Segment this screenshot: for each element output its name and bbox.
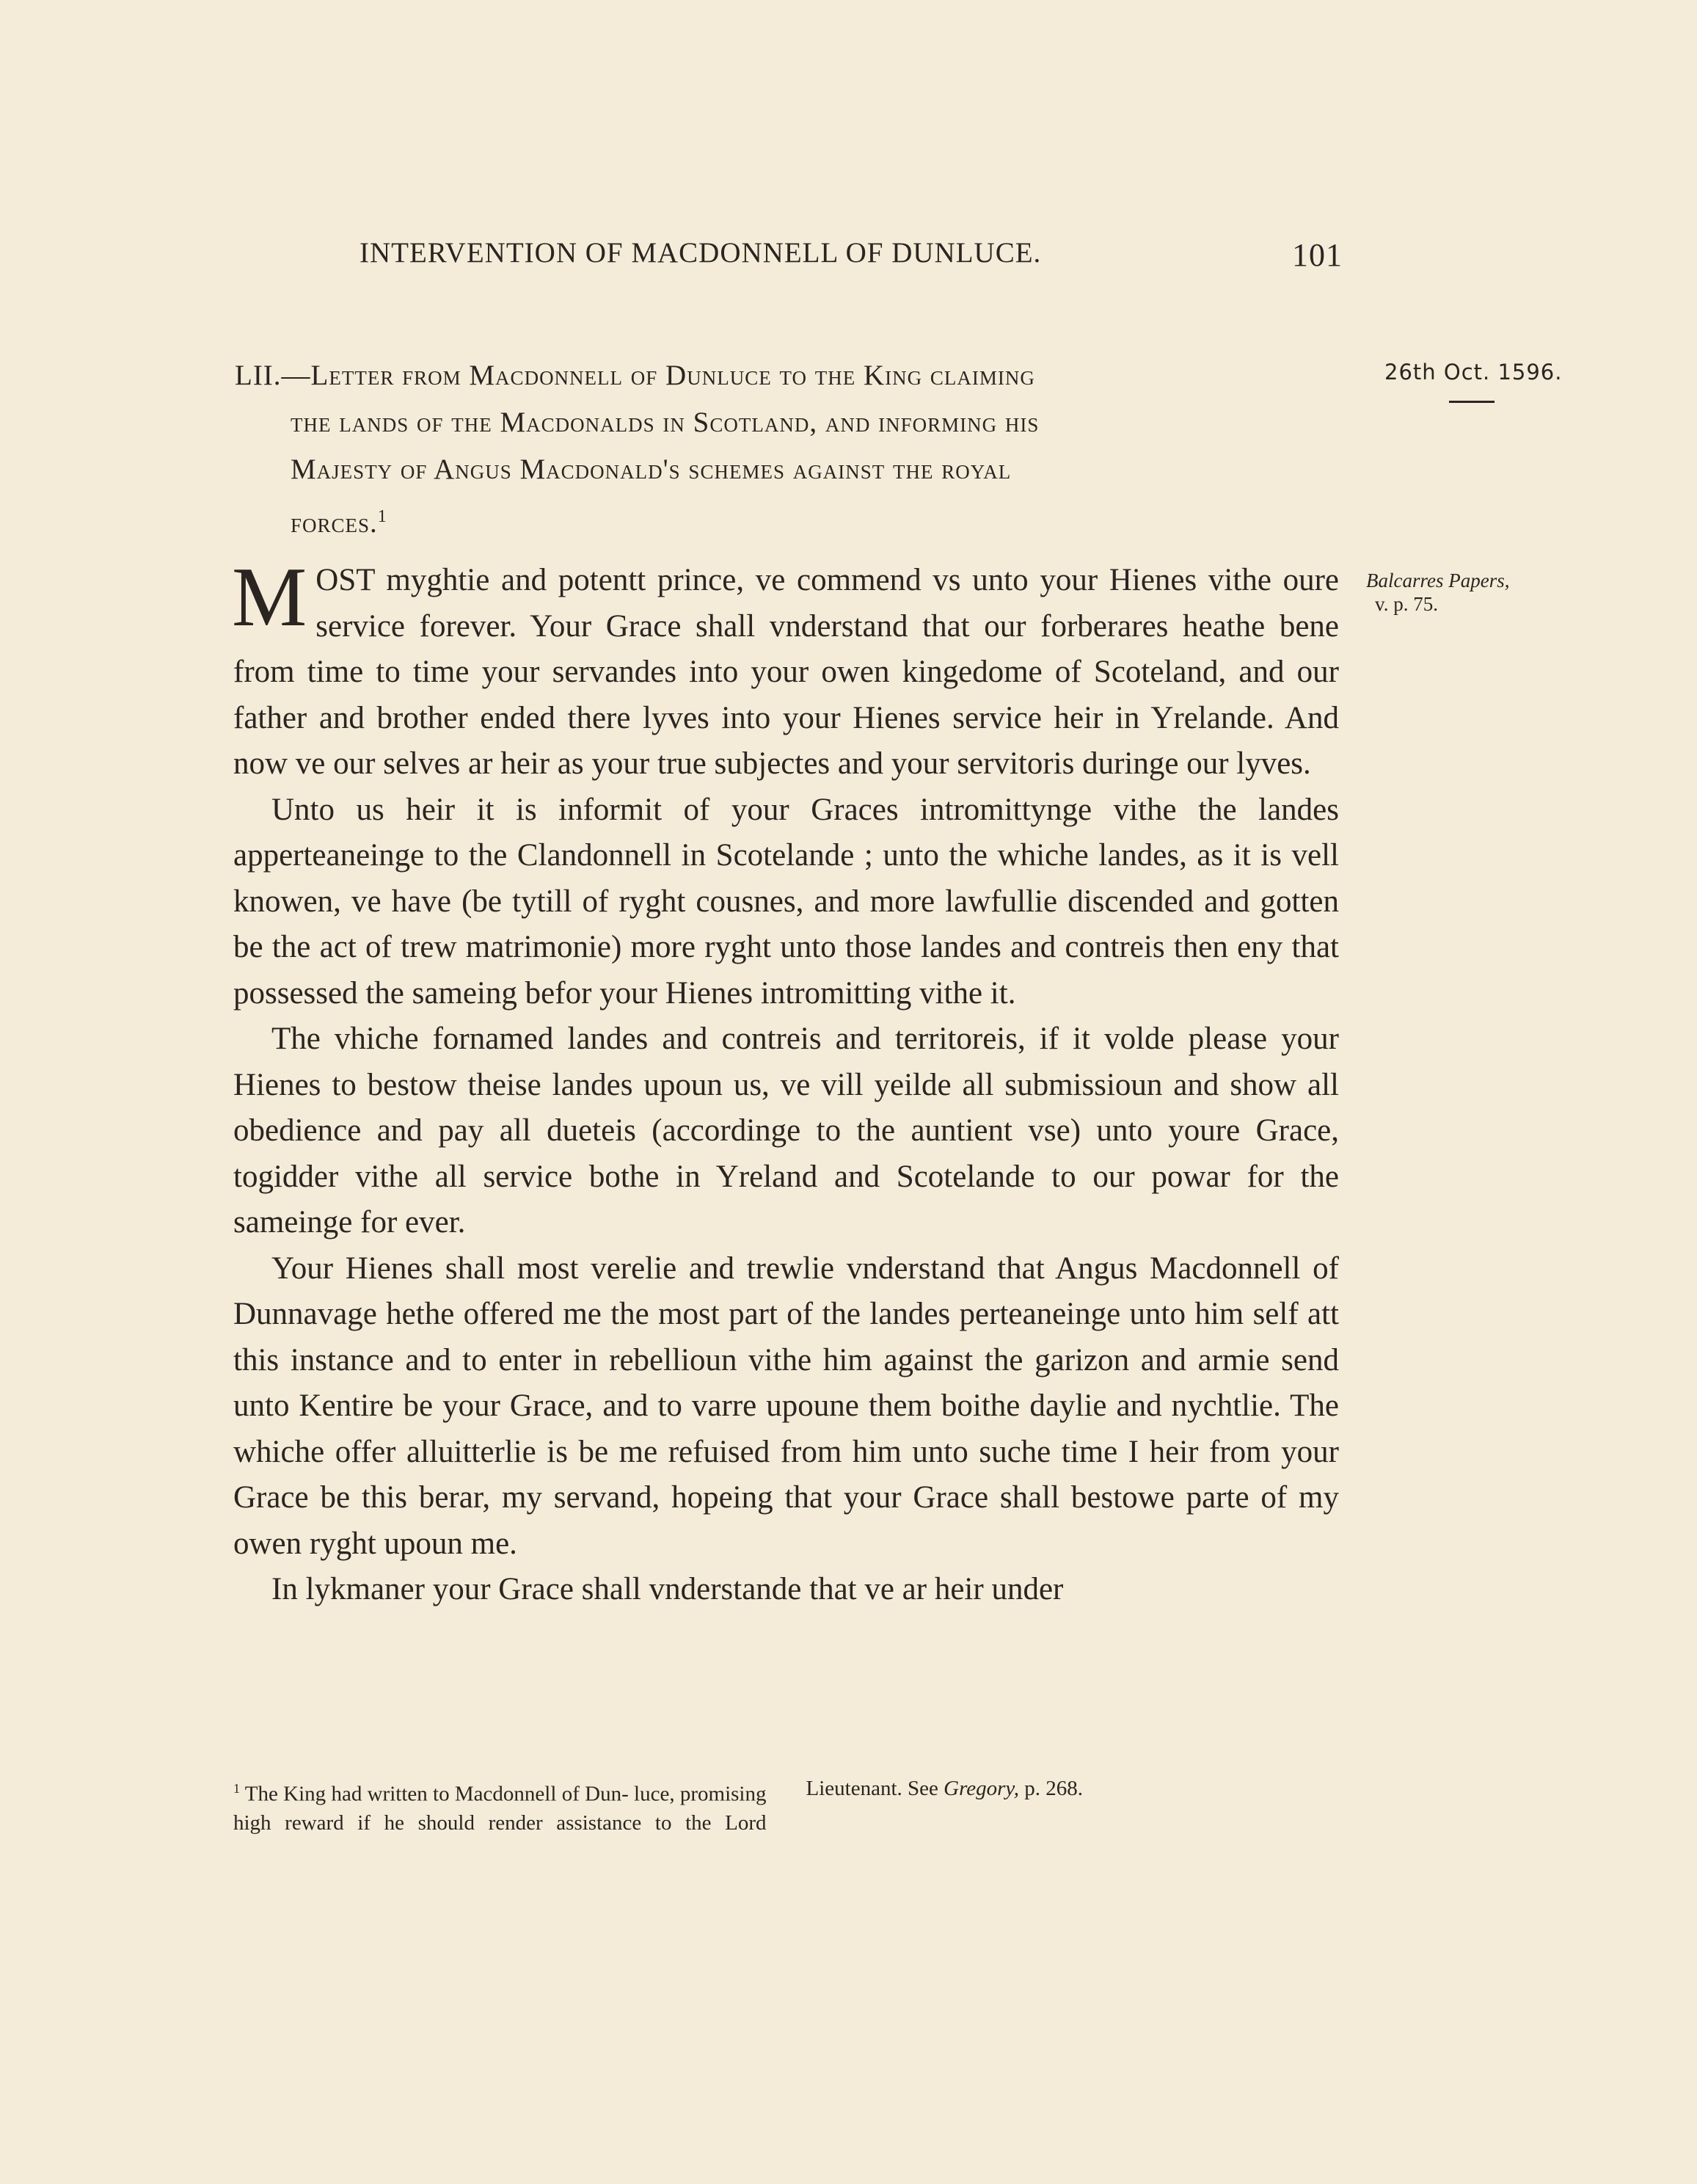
margin-source bbox=[1366, 569, 1509, 616]
margin-rule bbox=[1449, 401, 1495, 403]
heading-footnote-ref: 1 bbox=[377, 507, 387, 526]
paragraph-1-text: OST myghtie and potentt prince, ve commend vs unto your Hienes vithe oure service forever. Your Grace shall vnderstand that our forberares heathe bene from time to time your servandes into your owen kingedome of Scoteland, and our father and brother ended there lyves into your Hienes service heir in Yrelande. And now ve our selves ar heir as your true subjectes and your servitoris duringe our lyves. bbox=[233, 563, 1339, 781]
footnote bbox=[233, 1774, 1339, 1838]
heading-line-2: the lands of the Macdonalds in Scotland, and informing his bbox=[291, 407, 1040, 438]
paragraph-4: Your Hienes shall most verelie and trewlie vnderstand that Angus Macdonnell of Dunnavage hethe offered me the most part of the landes perteaneinge unto him self att this instance and to enter in rebellioun vithe him against the garizon and armie send unto Kentire be your Grace, and to varre upoune them boithe daylie and nychtlie. The whiche offer alluitterlie is be me refuised from him unto suche time I heir from your Grace be this berar, my servand, hopeing that your Grace shall bestowe parte of my owen ryght upoun me. bbox=[233, 1251, 1339, 1561]
document-heading bbox=[235, 352, 1339, 540]
heading-line-4 bbox=[235, 493, 1339, 540]
running-title: INTERVENTION OF MACDONNELL OF DUNLUCE. bbox=[360, 237, 1042, 269]
letter-body bbox=[232, 550, 1339, 1613]
margin-source-title: Balcarres Papers, bbox=[1366, 569, 1510, 592]
heading-line-4-text: forces. bbox=[291, 507, 378, 539]
margin-source-volume: v. p. 75. bbox=[1375, 593, 1438, 615]
paragraph-3: The vhiche fornamed landes and contreis and territoreis, if it volde please your Hienes to bestow theise landes upoun us, ve vill yeilde all submissioun and show all obedience and pay all dueteis (accordinge to the auntient vse) unto youre Grace, togidder vithe all service bothe in Yreland and Scotelande to our powar for the sameinge for ever. bbox=[233, 1022, 1339, 1240]
footnote-citation: Gregory, bbox=[944, 1777, 1019, 1800]
footnote-mark: 1 bbox=[233, 1781, 240, 1796]
heading-line-3: Majesty of Angus Macdonald's schemes against the royal bbox=[291, 454, 1012, 485]
footnote-page: p. 268. bbox=[1018, 1777, 1083, 1800]
drop-cap: M bbox=[232, 550, 307, 644]
heading-line-1: LII.—Letter from Macdonnell of Dunluce to the King claiming bbox=[235, 360, 1035, 391]
paragraph-5: In lykmaner your Grace shall vnderstande that ve ar heir under bbox=[271, 1572, 1064, 1606]
paragraph-1 bbox=[232, 550, 1339, 787]
margin-date: 26th Oct. 1596. bbox=[1384, 360, 1563, 385]
paragraph-2: Unto us heir it is informit of your Graces intromittynge vithe the landes apperteaneinge to the Clandonnell in Scotelande ; unto the whiche landes, as it is vell knowen, ve have (be tytill of ryght cousnes, and more lawfullie discended and gotten be the act of trew matrimonie) more ryght unto those landes and contreis then eny that possessed the sameing befor your Hienes intromitting vithe it. bbox=[233, 792, 1339, 1011]
page-number: 101 bbox=[1292, 237, 1343, 273]
footnote-text: The King had written to Macdonnell of Dun- luce, promising high reward if he should render assistance to the Lord Lieutenant. See bbox=[233, 1777, 944, 1835]
